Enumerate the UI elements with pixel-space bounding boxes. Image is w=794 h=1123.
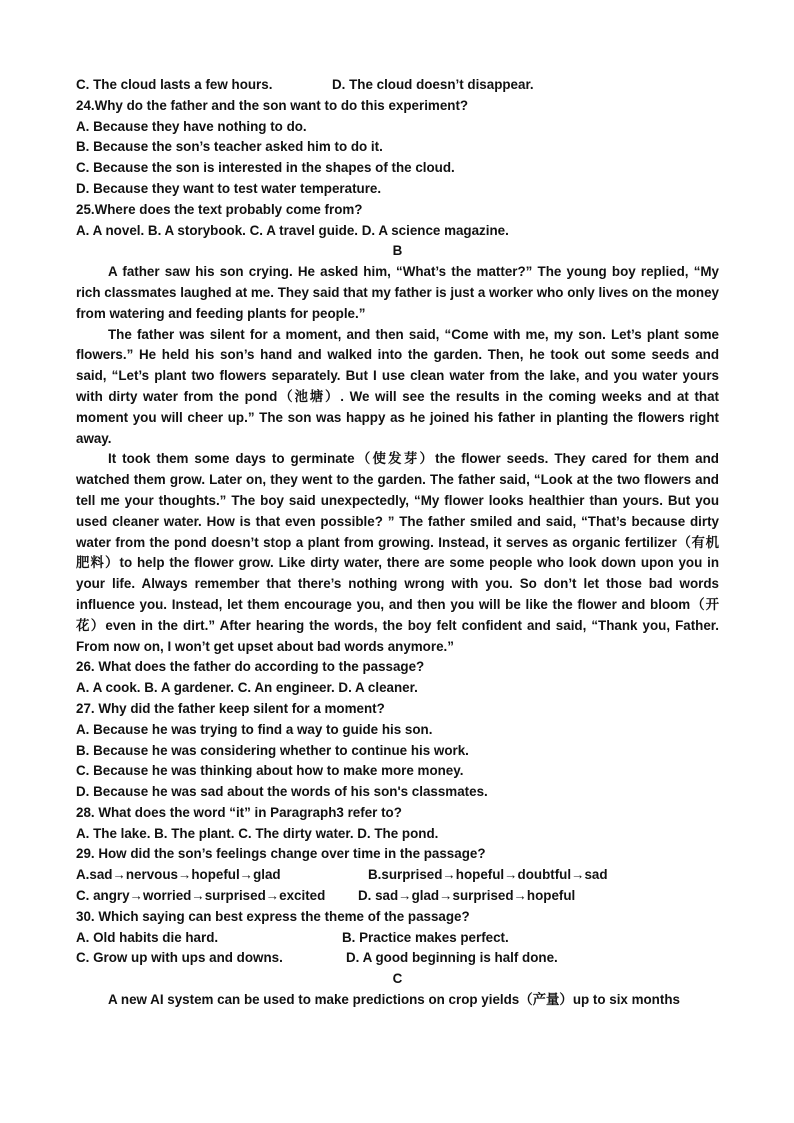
q23-option-d: D. The cloud doesn’t disappear.	[332, 77, 534, 92]
q30-options-row-1	[76, 928, 719, 949]
q24-option-d: D. Because they want to test water temperature.	[76, 180, 382, 196]
q26-options: A. A cook. B. A gardener. C. An engineer. D. A cleaner.	[76, 680, 418, 696]
section-b-label: B	[392, 243, 403, 259]
q30-stem: 30. Which saying can best express the theme of the passage?	[76, 908, 470, 924]
q24-option-a: A. Because they have nothing to do.	[76, 118, 307, 134]
q23-options-row	[76, 75, 719, 96]
q30-options-row-2	[76, 948, 719, 969]
q29-option-d: D. sad→glad→surprised→hopeful	[358, 888, 576, 904]
section-b-paragraph-3: It took them some days to germinate（使发芽）the flower seeds. They cared for them and watched them grow. Later on, they went to the garden. The father said, “Look at the two flowers and tell me your thoughts.” The boy said unexpectedly, “My flower looks healthier than yours. But you used cleaner water. How is that even possible? ” The father smiled and said, “That’s because dirty water from the pond doesn’t stop a plant from growing. Instead, it serves as organic fertilizer（有机肥料）to help the flower grow. Like dirty water, there are some people who look down upon you in your life. Always remember that there’s nothing wrong with you. So don’t let those bad words influence you. Instead, let them encourage you, and then you will be like the flower and bloom（开花）even in the dirt.” After hearing the words, the boy felt confident and said, “Thank you, Father. From now on, I won’t get upset about bad words anymore.”	[76, 451, 719, 654]
q25-options: A. A novel. B. A storybook. C. A travel guide. D. A science magazine.	[76, 222, 509, 238]
section-b-paragraph-1: A father saw his son crying. He asked him, “What’s the matter?” The young boy replied, “My rich classmates laughed at me. They said that my father is just a worker who only lives on the money from watering and feeding plants for people.”	[76, 264, 719, 321]
q25-stem: 25.Where does the text probably come from?	[76, 201, 363, 217]
exam-page	[76, 75, 719, 1011]
q29-options-row-1	[76, 865, 719, 886]
q28-options: A. The lake. B. The plant. C. The dirty water. D. The pond.	[76, 825, 439, 841]
section-c-label: C	[392, 971, 403, 987]
section-c-paragraph-1: A new AI system can be used to make predictions on crop yields（产量）up to six months	[108, 992, 680, 1008]
q27-option-b: B. Because he was considering whether to continue his work.	[76, 742, 469, 758]
q23-option-c: C. The cloud lasts a few hours.	[76, 77, 273, 92]
q24-option-b: B. Because the son’s teacher asked him to do it.	[76, 139, 383, 155]
q30-option-c: C. Grow up with ups and downs.	[76, 950, 283, 966]
q27-option-d: D. Because he was sad about the words of his son's classmates.	[76, 784, 488, 800]
q27-option-a: A. Because he was trying to find a way to guide his son.	[76, 721, 433, 737]
q26-stem: 26. What does the father do according to the passage?	[76, 659, 425, 675]
q29-option-b: B.surprised→hopeful→doubtful→sad	[368, 867, 608, 883]
q27-option-c: C. Because he was thinking about how to make more money.	[76, 763, 464, 779]
q27-stem: 27. Why did the father keep silent for a moment?	[76, 700, 385, 716]
q30-option-d: D. A good beginning is half done.	[346, 950, 558, 966]
q28-stem: 28. What does the word “it” in Paragraph3 refer to?	[76, 804, 402, 820]
q29-stem: 29. How did the son’s feelings change over time in the passage?	[76, 846, 486, 862]
q29-option-a: A.sad→nervous→hopeful→glad	[76, 867, 281, 883]
q29-option-c: C. angry→worried→surprised→excited	[76, 888, 326, 904]
q29-options-row-2	[76, 886, 719, 907]
q24-option-c: C. Because the son is interested in the shapes of the cloud.	[76, 160, 455, 176]
q24-stem: 24.Why do the father and the son want to do this experiment?	[76, 97, 469, 113]
q30-option-a: A. Old habits die hard.	[76, 929, 219, 945]
q30-option-b: B. Practice makes perfect.	[342, 929, 509, 945]
section-b-paragraph-2: The father was silent for a moment, and then said, “Come with me, my son. Let’s plant some flowers.” He held his son’s hand and walked into the garden. Then, he took out some seeds and said, “Let’s plant two flowers separately. But I use clean water from the lake, and you water yours with dirty water from the pond（池塘）. We will see the results in the coming weeks and at that moment you will cheer up.” The son was happy as he joined his father in planting the flowers right away.	[76, 326, 719, 446]
